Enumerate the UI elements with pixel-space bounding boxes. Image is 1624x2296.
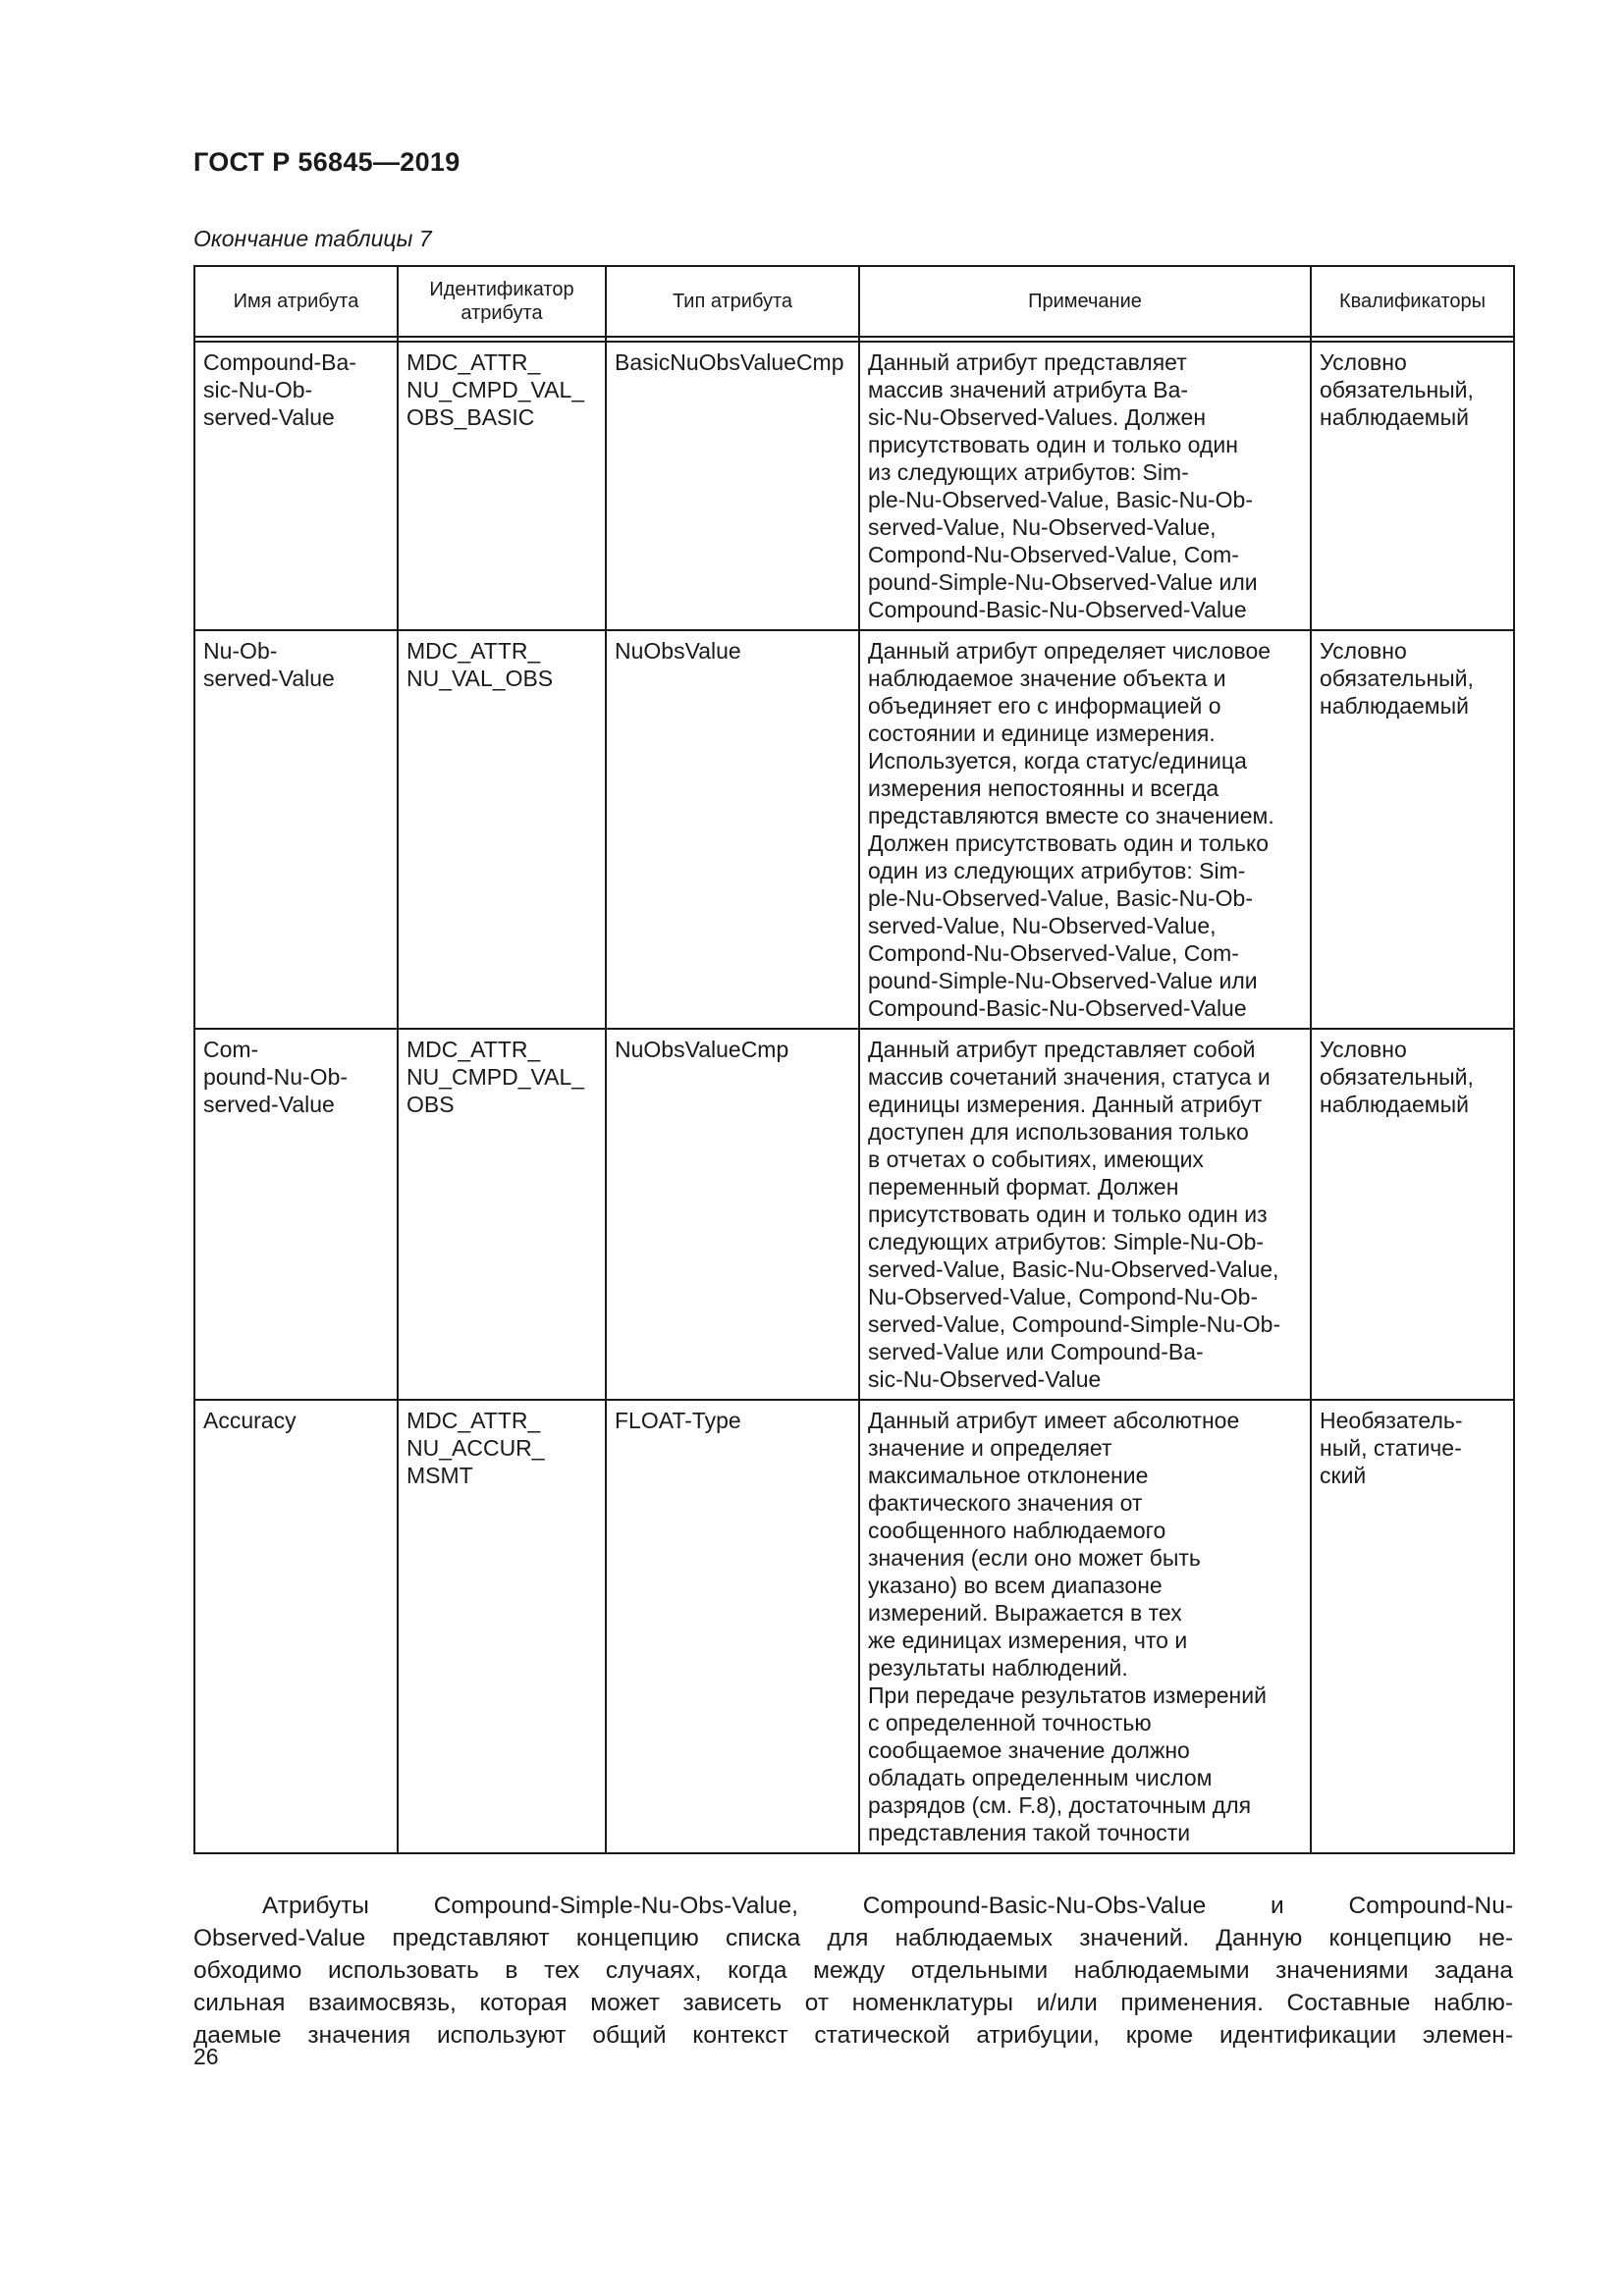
body-paragraph <box>193 1890 1513 2052</box>
cell-note: Данный атрибут представляет массив значений атрибута Ba- sic-Nu-Observed-Values. Должен присутствовать один и только один из следующих атрибутов: Sim- ple-Nu-Observed-Value, Basic-Nu-Ob- served-Value, Nu-Observed-Value, Compond-Nu-Observed-Value, Com- pound-Simple-Nu-Observed-Value или Compound-Basic-Nu-Observed-Value <box>859 342 1311 630</box>
cell-qualifiers: Необязатель- ный, статиче- ский <box>1311 1400 1514 1853</box>
cell-identifier: MDC_ATTR_ NU_ACCUR_ MSMT <box>398 1400 606 1853</box>
cell-identifier: MDC_ATTR_ NU_CMPD_VAL_ OBS <box>398 1029 606 1400</box>
cell-name: Compound-Ba- sic-Nu-Ob- served-Value <box>194 342 398 630</box>
table-row <box>194 1400 1514 1853</box>
attributes-table <box>193 265 1515 1854</box>
cell-type: NuObsValue <box>606 630 859 1029</box>
cell-qualifiers: Условно обязательный, наблюдаемый <box>1311 630 1514 1029</box>
page-number: 26 <box>193 2044 219 2069</box>
cell-type: NuObsValueCmp <box>606 1029 859 1400</box>
cell-identifier: MDC_ATTR_ NU_CMPD_VAL_ OBS_BASIC <box>398 342 606 630</box>
cell-name: Nu-Ob- served-Value <box>194 630 398 1029</box>
document-standard-header: ГОСТ Р 56845—2019 <box>193 147 460 177</box>
paragraph-line: даемые значения используют общий контекст статической атрибуции, кроме идентификации элемен- <box>193 2022 1513 2049</box>
paragraph-line: обходимо использовать в тех случаях, когда между отдельными наблюдаемыми значениями задана <box>193 1957 1513 1984</box>
column-header-identifier: Идентификатор атрибута <box>398 266 606 337</box>
cell-name: Com- pound-Nu-Ob- served-Value <box>194 1029 398 1400</box>
cell-type: BasicNuObsValueCmp <box>606 342 859 630</box>
column-header-qualifiers: Квалификаторы <box>1311 266 1514 337</box>
table-row <box>194 342 1514 630</box>
cell-qualifiers: Условно обязательный, наблюдаемый <box>1311 342 1514 630</box>
cell-note: Данный атрибут определяет числовое наблюдаемое значение объекта и объединяет его с информацией о состоянии и единице измерения. Используется, когда статус/единица измерения непостоянны и всегда представляются вместе со значением. Должен присутствовать один и только один из следующих атрибутов: Sim- ple-Nu-Observed-Value, Basic-Nu-Ob- served-Value, Nu-Observed-Value, Compond-Nu-Observed-Value, Com- pound-Simple-Nu-Observed-Value или Compound-Basic-Nu-Observed-Value <box>859 630 1311 1029</box>
paragraph-line: сильная взаимосвязь, которая может зависеть от номенклатуры и/или применения. Составные наблю- <box>193 1990 1513 2016</box>
cell-name: Accuracy <box>194 1400 398 1853</box>
paragraph-line: Атрибуты Compound-Simple-Nu-Obs-Value, Compound-Basic-Nu-Obs-Value и Compound-Nu- <box>262 1893 1513 1919</box>
cell-note: Данный атрибут имеет абсолютное значение и определяет максимальное отклонение фактического значения от сообщенного наблюдаемого значения (если оно может быть указано) во всем диапазоне измерений. Выражается в тех же единицах измерения, что и результаты наблюдений. При передаче результатов измерений с определенной точностью сообщаемое значение должно обладать определенным числом разрядов (см. F.8), достаточным для представления такой точности <box>859 1400 1311 1853</box>
table-row <box>194 630 1514 1029</box>
table-caption: Окончание таблицы 7 <box>193 226 432 251</box>
column-header-type: Тип атрибута <box>606 266 859 337</box>
table-header-row <box>194 266 1514 337</box>
cell-type: FLOAT-Type <box>606 1400 859 1853</box>
column-header-note: Примечание <box>859 266 1311 337</box>
column-header-name: Имя атрибута <box>194 266 398 337</box>
cell-qualifiers: Условно обязательный, наблюдаемый <box>1311 1029 1514 1400</box>
paragraph-line: Observed-Value представляют концепцию списка для наблюдаемых значений. Данную концепцию не- <box>193 1925 1513 1951</box>
table-row <box>194 1029 1514 1400</box>
cell-identifier: MDC_ATTR_ NU_VAL_OBS <box>398 630 606 1029</box>
cell-note: Данный атрибут представляет собой массив сочетаний значения, статуса и единицы измерения. Данный атрибут доступен для использования только в отчетах о событиях, имеющих переменный формат. Должен присутствовать один и только один из следующих атрибутов: Simple-Nu-Ob- served-Value, Basic-Nu-Observed-Value, Nu-Observed-Value, Compond-Nu-Ob- served-Value, Compound-Simple-Nu-Ob- served-Value или Compound-Ba- sic-Nu-Observed-Value <box>859 1029 1311 1400</box>
